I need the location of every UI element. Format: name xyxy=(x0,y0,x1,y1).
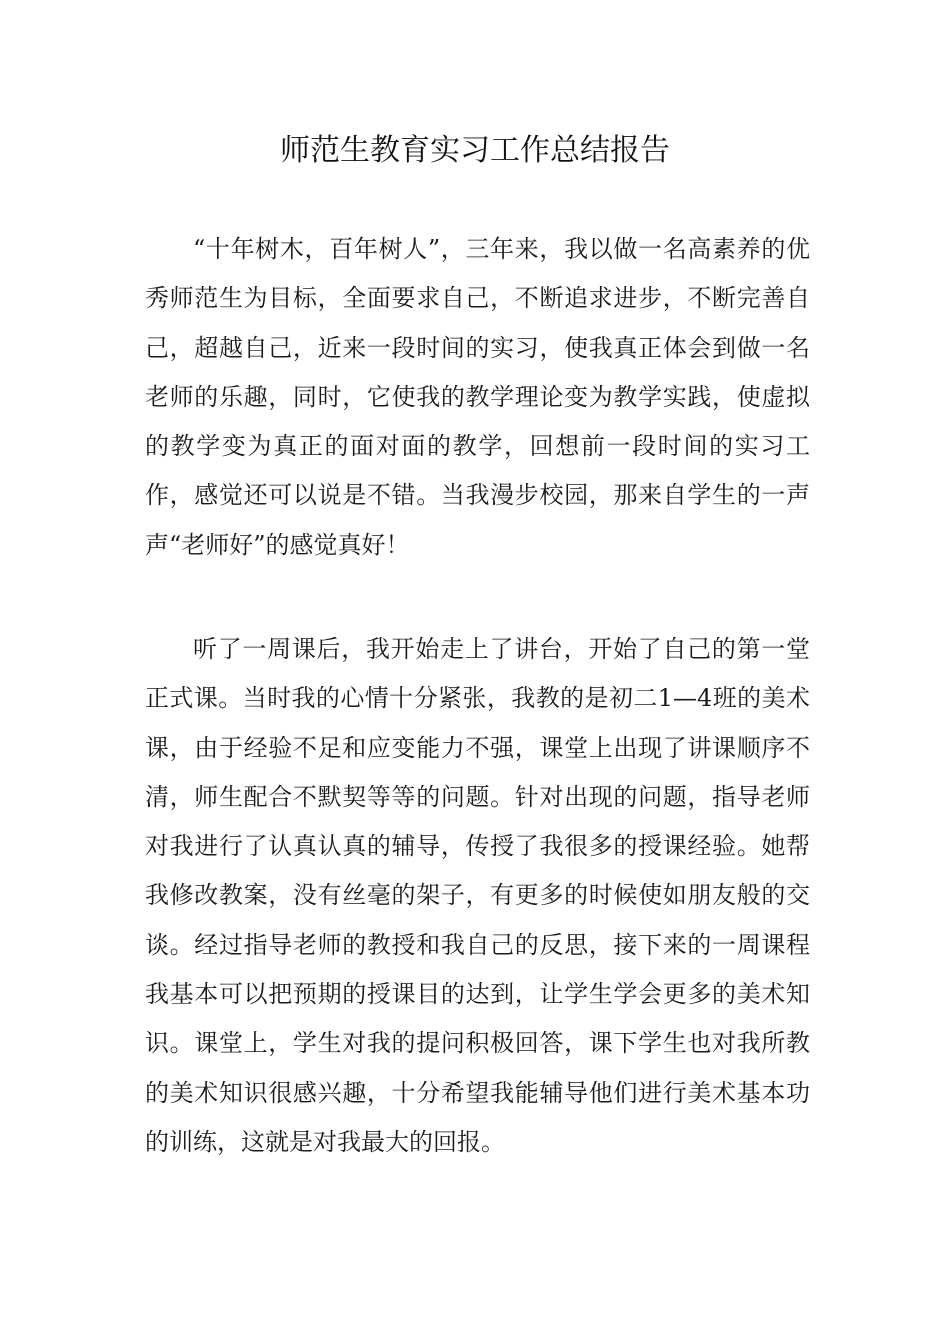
paragraph-2: 听了一周课后，我开始走上了讲台，开始了自己的第一堂正式课。当时我的心情十分紧张，我教的是初二1—4班的美术课，由于经验不足和应变能力不强，课堂上出现了讲课顺序不清，师生配合不默契等等的问题。针对出现的问题，指导老师对我进行了认真认真的辅导，传授了我很多的授课经验。她帮我修改教案，没有丝毫的架子，有更多的时候使如朋友般的交谈。经过指导老师的教授和我自己的反思，接下来的一周课程我基本可以把预期的授课目的达到，让学生学会更多的美术知识。课堂上，学生对我的提问积极回答，课下学生也对我所教的美术知识很感兴趣，十分希望我能辅导他们进行美术基本功的训练，这就是对我最大的回报。 xyxy=(145,635,810,1156)
paragraph-1: “十年树木，百年树人”，三年来，我以做一名高素养的优秀师范生为目标，全面要求自己，不断追求进步，不断完善自己，超越自己，近来一段时间的实习，使我真正体会到做一名老师的乐趣，同时，它使我的教学理论变为教学实践，使虚拟的教学变为真正的面对面的教学，回想前一段时间的实习工作，感觉还可以说是不错。当我漫步校园，那来自学生的一声声“老师好”的感觉真好！ xyxy=(145,235,810,559)
document-title: 师范生教育实习工作总结报告 xyxy=(280,133,670,168)
